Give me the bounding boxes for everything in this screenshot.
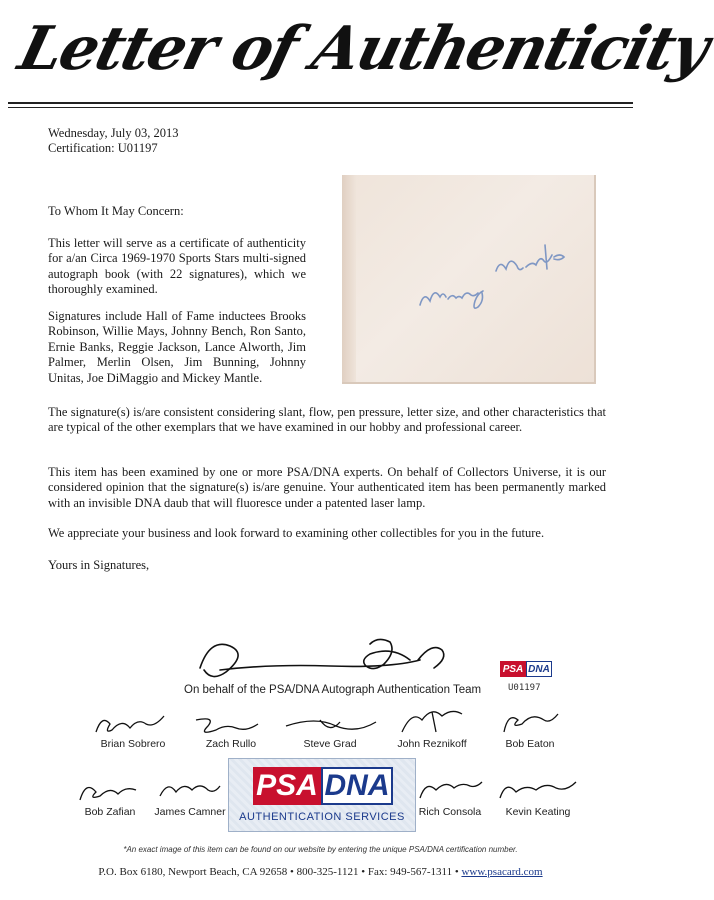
authenticator-john-reznikoff [382, 708, 482, 750]
signature-scribble [382, 708, 482, 738]
signature-scribble [488, 778, 588, 806]
authenticator-name: Brian Sobrero [100, 738, 166, 750]
paragraph-consistency: The signature(s) is/are consistent considering slant, flow, pen pressure, letter size, and other characteristics that are typical of the other exemplars that we have examined in our hobby and professional career. [48, 405, 606, 435]
psa-dna-mini-logo [500, 661, 552, 677]
website-link[interactable]: www.psacard.com [461, 866, 543, 878]
authenticator-steve-grad [280, 710, 380, 750]
signature-scribble [186, 710, 276, 740]
paragraph-description: This letter will serve as a certificate of authenticity for a/an Circa 1969-1970 Sports Stars multi-signed autograph book (with 22 signatures), which we thoroughly examined. [48, 236, 306, 297]
paragraph-examination: This item has been examined by one or more PSA/DNA experts. On behalf of Collectors Universe, it is our considered opinion that the signature(s) is/are genuine. Your authenticated item has been permanently marked with an invisible DNA daub that will fluoresce under a patented laser lamp. [48, 465, 606, 510]
authenticator-name: Bob Zafian [84, 806, 136, 818]
item-photo [342, 175, 596, 384]
authenticator-name: James Camner [154, 806, 226, 818]
certification-number-small: U01197 [508, 683, 541, 693]
title-rule-top [8, 102, 633, 104]
psa-mini-text: PSA [500, 661, 526, 677]
address-text: P.O. Box 6180, Newport Beach, CA 92658 • 800-325-1121 • Fax: 949-567-1311 • [98, 866, 462, 878]
certification-number: Certification: U01197 [48, 141, 158, 155]
dna-logo-text: DNA [321, 767, 393, 805]
letter-date: Wednesday, July 03, 2013 [48, 126, 179, 140]
signature-scribble [490, 708, 570, 738]
authenticator-name: Steve Grad [303, 738, 357, 750]
authenticator-kevin-keating [488, 778, 588, 818]
signature-scribble [150, 778, 230, 806]
authenticator-name: Kevin Keating [505, 806, 571, 818]
authenticator-brian-sobrero [88, 710, 178, 750]
title-rule-bottom [8, 107, 633, 108]
authenticator-name: John Reznikoff [397, 738, 467, 750]
authenticator-name: Zach Rullo [205, 738, 257, 750]
authenticator-james-camner [150, 778, 230, 818]
mickey-mantle-signature [342, 175, 594, 382]
signature-scribble [70, 778, 150, 806]
letter-meta [48, 126, 178, 156]
team-signature [190, 630, 490, 690]
footer-address [0, 866, 641, 878]
dna-mini-text: DNA [526, 661, 552, 677]
team-label: On behalf of the PSA/DNA Autograph Authentication Team [184, 684, 482, 696]
seal-subtitle: AUTHENTICATION SERVICES [239, 811, 405, 823]
paragraph-appreciation: We appreciate your business and look forward to examining other collectibles for you in the future. [48, 526, 545, 540]
authenticator-bob-zafian [70, 778, 150, 818]
signature-scribble [280, 710, 380, 740]
closing: Yours in Signatures, [48, 558, 150, 572]
authenticator-name: Bob Eaton [505, 738, 555, 750]
signature-scribble [88, 710, 178, 740]
authenticator-bob-eaton [490, 708, 570, 750]
salutation: To Whom It May Concern: [48, 204, 184, 218]
authenticator-name: Rich Consola [418, 806, 482, 818]
signature-scribble [410, 778, 490, 806]
letter-title [0, 4, 714, 100]
psa-dna-logo [253, 767, 393, 805]
psa-dna-seal [228, 758, 416, 832]
paragraph-signers: Signatures include Hall of Fame inductees Brooks Robinson, Willie Mays, Johnny Bench, Ron Santo, Ernie Banks, Reggie Jackson, Lance Alworth, Jim Palmer, Merlin Olsen, Jim Bunning, Johnny Unitas, Joe DiMaggio and Mickey Mantle. [48, 309, 306, 385]
authenticator-zach-rullo [186, 710, 276, 750]
psa-logo-text: PSA [253, 767, 321, 805]
title-text: Letter of Authenticity [12, 14, 714, 84]
authenticator-rich-consola [410, 778, 490, 818]
footnote: *An exact image of this item can be found on our website by entering the unique PSA/DNA certification number. [123, 845, 518, 854]
